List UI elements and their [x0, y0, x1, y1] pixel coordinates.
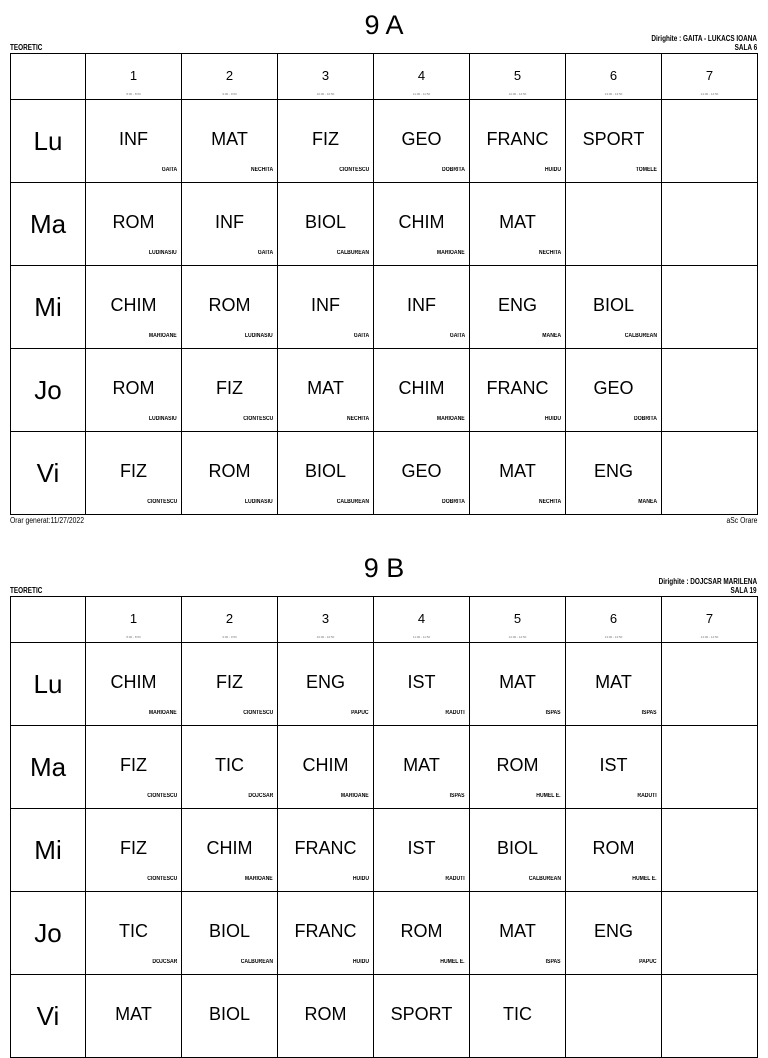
homeroom-teacher: Dirighite : GAITA - LUKACS IOANA: [651, 34, 757, 43]
generated-date: Orar generat:11/27/2022: [10, 516, 84, 525]
subject: MAT: [211, 129, 248, 149]
teacher: HUIDU: [544, 167, 561, 173]
day-label: Mi: [11, 809, 86, 892]
period-header: 4 11:00 - 11:50: [374, 54, 470, 100]
teacher: RADUTI: [637, 793, 657, 799]
subject: TIC: [215, 755, 244, 775]
teacher: CALBUREAN: [240, 959, 273, 965]
room-label: SALA 6: [734, 43, 757, 52]
teacher: NECHITA: [538, 250, 561, 256]
subject: ENG: [593, 461, 633, 481]
subject: BIOL: [496, 838, 539, 858]
subject: TIC: [119, 921, 148, 941]
lesson-cell: [470, 643, 566, 726]
lesson-cell: [86, 726, 182, 809]
teacher: GAITA: [449, 333, 465, 339]
lesson-cell: [470, 726, 566, 809]
lesson-cell: [374, 643, 470, 726]
lesson-cell: [182, 183, 278, 266]
day-label: Ma: [11, 183, 86, 266]
subject: FRANC: [294, 838, 357, 858]
schedule-type: TEORETIC: [10, 586, 43, 595]
lesson-cell: [278, 432, 374, 515]
lesson-cell: [566, 183, 662, 266]
period-header: 2 9:00 - 9:50: [182, 597, 278, 643]
period-header: 1 8:00 - 8:50: [86, 54, 182, 100]
lesson-cell: [470, 349, 566, 432]
teacher: ISPAS: [642, 710, 657, 716]
subject: MAT: [115, 1004, 152, 1024]
teacher: HUMEL E.: [536, 793, 561, 799]
lesson-cell: [278, 183, 374, 266]
teacher: NECHITA: [538, 499, 561, 505]
period-header: 5 12:00 - 12:50: [470, 597, 566, 643]
subject: FIZ: [120, 755, 147, 775]
lesson-cell: [182, 349, 278, 432]
lesson-cell: [566, 726, 662, 809]
teacher: DOJCSAR: [152, 959, 177, 965]
subject: ROM: [112, 212, 155, 232]
teacher: RADUTI: [445, 876, 465, 882]
subject: FIZ: [120, 838, 147, 858]
corner-cell: [11, 597, 86, 643]
subject: FRANC: [486, 129, 549, 149]
lesson-cell: [374, 975, 470, 1058]
subject: FIZ: [216, 672, 243, 692]
teacher: MARIOANE: [149, 710, 177, 716]
lesson-cell: [374, 349, 470, 432]
day-row: [11, 100, 758, 183]
lesson-cell: [662, 349, 758, 432]
subject: IST: [407, 838, 436, 858]
period-header: 7 14:00 - 14:50: [662, 597, 758, 643]
lesson-cell: [470, 892, 566, 975]
lesson-cell: [374, 266, 470, 349]
lesson-cell: [278, 809, 374, 892]
day-label: Vi: [11, 975, 86, 1058]
lesson-cell: [566, 975, 662, 1058]
teacher: DOBRITA: [634, 416, 657, 422]
lesson-cell: [278, 643, 374, 726]
teacher: ISPAS: [546, 959, 561, 965]
lesson-cell: [86, 100, 182, 183]
lesson-cell: [182, 726, 278, 809]
subject: MAT: [307, 378, 344, 398]
period-header: 3 10:00 - 10:50: [278, 54, 374, 100]
subject: ROM: [112, 378, 155, 398]
teacher: RADUTI: [445, 710, 465, 716]
teacher: CIONTESCU: [242, 416, 273, 422]
lesson-cell: [374, 892, 470, 975]
teacher: HUIDU: [352, 959, 369, 965]
day-row: [11, 809, 758, 892]
subject: CHIM: [110, 672, 157, 692]
lesson-cell: [662, 183, 758, 266]
class-title: 9 A: [364, 10, 404, 40]
teacher: MARIOANE: [149, 333, 177, 339]
subject: ROM: [496, 755, 539, 775]
subject: BIOL: [592, 295, 635, 315]
schedule-type: TEORETIC: [10, 43, 43, 52]
lesson-cell: [182, 892, 278, 975]
teacher: LUDINASIU: [149, 416, 177, 422]
lesson-cell: [86, 975, 182, 1058]
lesson-cell: [470, 432, 566, 515]
lesson-cell: [374, 432, 470, 515]
subject: MAT: [595, 672, 632, 692]
teacher: NECHITA: [346, 416, 369, 422]
day-row: [11, 643, 758, 726]
subject: BIOL: [208, 1004, 251, 1024]
teacher: MANEA: [638, 499, 657, 505]
teacher: CIONTESCU: [146, 793, 177, 799]
teacher: HUMEL E.: [440, 959, 465, 965]
teacher: DOBRITA: [442, 167, 465, 173]
subject: FIZ: [120, 461, 147, 481]
subject: IST: [599, 755, 628, 775]
lesson-cell: [566, 892, 662, 975]
lesson-cell: [374, 100, 470, 183]
teacher: LUDINASIU: [245, 499, 273, 505]
teacher: GAITA: [161, 167, 177, 173]
subject: BIOL: [208, 921, 251, 941]
subject: ROM: [304, 1004, 347, 1024]
subject: GEO: [593, 378, 634, 398]
subject: MAT: [499, 212, 536, 232]
period-header: 4 11:00 - 11:50: [374, 597, 470, 643]
period-header: 6 13:00 - 13:50: [566, 54, 662, 100]
day-label: Ma: [11, 726, 86, 809]
schedule-9a: [0, 10, 768, 530]
lesson-cell: [86, 349, 182, 432]
subject: INF: [119, 129, 148, 149]
lesson-cell: [86, 183, 182, 266]
lesson-cell: [662, 892, 758, 975]
subject: FRANC: [486, 378, 549, 398]
teacher: MANEA: [542, 333, 561, 339]
lesson-cell: [182, 809, 278, 892]
corner-cell: [11, 54, 86, 100]
teacher: CALBUREAN: [336, 499, 369, 505]
teacher: CIONTESCU: [242, 710, 273, 716]
lesson-cell: [278, 892, 374, 975]
subject: CHIM: [398, 378, 445, 398]
lesson-cell: [662, 643, 758, 726]
lesson-cell: [182, 266, 278, 349]
subject: TIC: [503, 1004, 532, 1024]
room-label: SALA 19: [730, 586, 757, 595]
lesson-cell: [278, 266, 374, 349]
lesson-cell: [470, 809, 566, 892]
teacher: ISPAS: [450, 793, 465, 799]
subject: FIZ: [216, 378, 243, 398]
subject: SPORT: [390, 1004, 453, 1024]
subject: ROM: [208, 295, 251, 315]
day-label: Mi: [11, 266, 86, 349]
teacher: HUIDU: [352, 876, 369, 882]
subject: CHIM: [206, 838, 253, 858]
subject: ENG: [305, 672, 345, 692]
teacher: PAPUC: [639, 959, 657, 965]
teacher: CIONTESCU: [146, 499, 177, 505]
teacher: MARIOANE: [341, 793, 369, 799]
day-label: Vi: [11, 432, 86, 515]
day-label: Jo: [11, 349, 86, 432]
lesson-cell: [566, 643, 662, 726]
period-header-row: [11, 54, 758, 100]
teacher: MARIOANE: [437, 250, 465, 256]
lesson-cell: [662, 975, 758, 1058]
lesson-cell: [662, 266, 758, 349]
lesson-cell: [278, 100, 374, 183]
subject: FRANC: [294, 921, 357, 941]
lesson-cell: [470, 266, 566, 349]
subject: ROM: [208, 461, 251, 481]
subject: ROM: [400, 921, 443, 941]
teacher: DOBRITA: [442, 499, 465, 505]
teacher: PAPUC: [351, 710, 369, 716]
teacher: CALBUREAN: [624, 333, 657, 339]
teacher: ISPAS: [546, 710, 561, 716]
subject: MAT: [499, 672, 536, 692]
lesson-cell: [566, 100, 662, 183]
lesson-cell: [470, 100, 566, 183]
subject: GEO: [401, 461, 442, 481]
period-header: 7 14:00 - 14:50: [662, 54, 758, 100]
teacher: CIONTESCU: [146, 876, 177, 882]
teacher: LUDINASIU: [149, 250, 177, 256]
lesson-cell: [86, 643, 182, 726]
day-row: [11, 183, 758, 266]
lesson-cell: [182, 975, 278, 1058]
lesson-cell: [182, 432, 278, 515]
period-header: 5 12:00 - 12:50: [470, 54, 566, 100]
subject: BIOL: [304, 212, 347, 232]
day-label: Jo: [11, 892, 86, 975]
schedule-9b: [0, 553, 768, 1031]
subject: INF: [407, 295, 436, 315]
period-header-row: [11, 597, 758, 643]
timetable-grid: [10, 53, 758, 515]
subject: CHIM: [302, 755, 349, 775]
subject: ROM: [592, 838, 635, 858]
homeroom-teacher: Dirighite : DOJCSAR MARILENA: [658, 577, 757, 586]
teacher: MARIOANE: [437, 416, 465, 422]
lesson-cell: [470, 975, 566, 1058]
subject: SPORT: [582, 129, 645, 149]
subject: MAT: [499, 921, 536, 941]
lesson-cell: [662, 809, 758, 892]
lesson-cell: [374, 183, 470, 266]
lesson-cell: [374, 726, 470, 809]
subject: INF: [215, 212, 244, 232]
subject: CHIM: [110, 295, 157, 315]
teacher: LUDINASIU: [245, 333, 273, 339]
subject: MAT: [403, 755, 440, 775]
subject: ENG: [497, 295, 537, 315]
lesson-cell: [86, 892, 182, 975]
lesson-cell: [86, 809, 182, 892]
lesson-cell: [662, 432, 758, 515]
teacher: DOJCSAR: [248, 793, 273, 799]
day-row: [11, 975, 758, 1058]
period-header: 6 13:00 - 13:50: [566, 597, 662, 643]
lesson-cell: [86, 432, 182, 515]
teacher: CALBUREAN: [336, 250, 369, 256]
teacher: CIONTESCU: [338, 167, 369, 173]
lesson-cell: [278, 975, 374, 1058]
subject: ENG: [593, 921, 633, 941]
day-row: [11, 266, 758, 349]
lesson-cell: [182, 100, 278, 183]
lesson-cell: [566, 432, 662, 515]
subject: FIZ: [312, 129, 339, 149]
brand-label: aSc Orare: [726, 516, 757, 525]
teacher: HUMEL E.: [632, 876, 657, 882]
period-header: 3 10:00 - 10:50: [278, 597, 374, 643]
lesson-cell: [86, 266, 182, 349]
day-label: Lu: [11, 100, 86, 183]
lesson-cell: [662, 100, 758, 183]
subject: BIOL: [304, 461, 347, 481]
day-row: [11, 432, 758, 515]
subject: CHIM: [398, 212, 445, 232]
lesson-cell: [662, 726, 758, 809]
day-row: [11, 726, 758, 809]
subject: INF: [311, 295, 340, 315]
period-header: 2 9:00 - 9:50: [182, 54, 278, 100]
teacher: HUIDU: [544, 416, 561, 422]
lesson-cell: [566, 349, 662, 432]
lesson-cell: [566, 266, 662, 349]
day-row: [11, 349, 758, 432]
lesson-cell: [470, 183, 566, 266]
teacher: CALBUREAN: [528, 876, 561, 882]
day-row: [11, 892, 758, 975]
lesson-cell: [374, 809, 470, 892]
lesson-cell: [278, 349, 374, 432]
teacher: NECHITA: [250, 167, 273, 173]
subject: IST: [407, 672, 436, 692]
subject: GEO: [401, 129, 442, 149]
class-title: 9 B: [363, 553, 405, 583]
lesson-cell: [182, 643, 278, 726]
teacher: MARIOANE: [245, 876, 273, 882]
teacher: GAITA: [353, 333, 369, 339]
timetable-grid: [10, 596, 758, 1058]
lesson-cell: [278, 726, 374, 809]
teacher: GAITA: [257, 250, 273, 256]
period-header: 1 8:00 - 8:50: [86, 597, 182, 643]
lesson-cell: [566, 809, 662, 892]
day-label: Lu: [11, 643, 86, 726]
subject: MAT: [499, 461, 536, 481]
teacher: TOMELE: [635, 167, 657, 173]
